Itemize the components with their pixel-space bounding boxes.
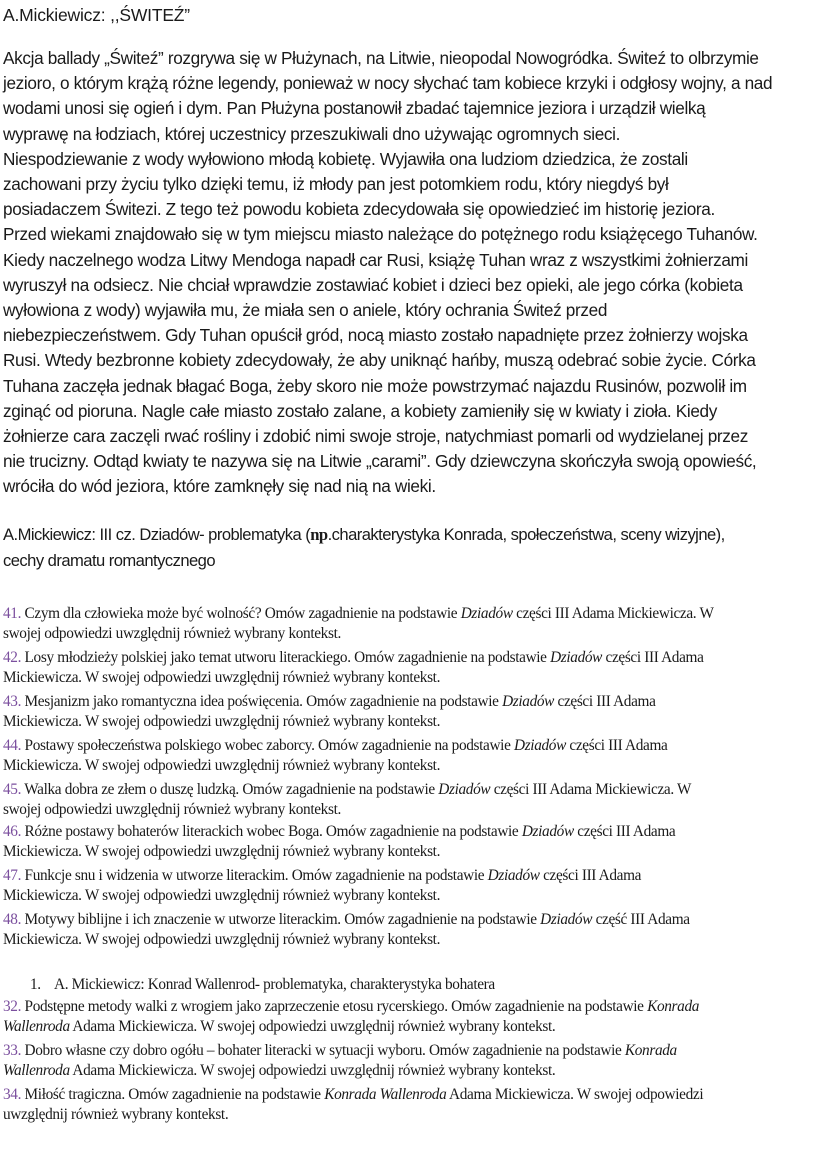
text-segment: Mickiewicza. W swojej odpowiedzi uwzględnij również wybrany kontekst. [3, 887, 441, 904]
section-title-dziady [3, 522, 828, 574]
text-segment: Podstępne metody walki z wrogiem jako zaprzeczenie etosu rycerskiego. Omów zagadnienie na podstawie [21, 998, 648, 1015]
wallenrod-topic-list [3, 997, 828, 1129]
topic-item-44 [3, 736, 828, 776]
text-segment: uwzględnij również wybrany kontekst. [3, 1106, 229, 1123]
text-line: wodami unosi się ogień i dym. Pan Płużyna postanowił zbadać tajemnice jeziora i urządził wielką [3, 98, 706, 119]
text-line: niebezpieczeństwem. Gdy Tuhan opuścił gród, nocą miasto zostało napadnięte przez żołnierzy wojska [3, 325, 748, 346]
text-segment: 43. [3, 693, 22, 710]
text-segment: Dziadów [460, 605, 513, 622]
text-line: Tuhana zaczęła jednak błagać Boga, żeby skoro nie może powstrzymać najazdu Rusinów, pozwolił im [3, 375, 747, 396]
text-segment: Konrada Wallenroda [324, 1086, 447, 1103]
text-segment: Adama Mickiewicza. W swojej odpowiedzi uwzględnij również wybrany kontekst. [69, 1018, 556, 1035]
list-marker: 1. [30, 976, 41, 993]
text-line: wyruszył na odsiecz. Nie chciał wprawdzie zostawiać kobiet i dzieci bez opieki, ale jego córka (kobieta [3, 274, 743, 295]
text-segment: Mickiewicza. W swojej odpowiedzi uwzględnij również wybrany kontekst. [3, 931, 441, 948]
text-segment: Czym dla człowieka może być wolność? Omów zagadnienie na podstawie [21, 605, 461, 622]
text-segment: Mickiewicza. W swojej odpowiedzi uwzględnij również wybrany kontekst. [3, 757, 441, 774]
text-segment: Mickiewicza. W swojej odpowiedzi uwzględnij również wybrany kontekst. [3, 713, 441, 730]
text-line: wróciła do wód jeziora, które zamknęły się nad nią na wieki. [3, 476, 436, 497]
text-segment: Postawy społeczeństwa polskiego wobec zaborcy. Omów zagadnienie na podstawie [21, 737, 514, 754]
topic-item-43 [3, 692, 828, 732]
topic-item-32 [3, 997, 828, 1037]
text-segment: części III Adama [554, 693, 656, 710]
text-segment: części III Adama [573, 823, 676, 840]
text-segment: części III Adama [539, 867, 642, 884]
text-line: Akcja ballady „Świteź” rozgrywa się w Płużynach, na Litwie, nieopodal Nowogródka. Świteź to olbrzymie [3, 48, 759, 68]
text-line: nie trucizny. Odtąd kwiaty te nazywa się na Litwie „carami”. Gdy dziewczyna skończyła swoją opowieść, [3, 451, 757, 472]
text-segment: Adama Mickiewicza. W swojej odpowiedzi uwzględnij również wybrany kontekst. [69, 1062, 556, 1079]
text-line: wyłowiona z wody) wyjawiła mu, że miała sen o aniele, który ochrania Świteź przed [3, 300, 608, 321]
section-title-konrad-wallenrod [30, 975, 495, 995]
text-segment: Dziadów [438, 781, 491, 798]
text-line: Kiedy naczelnego wodza Litwy Mendoga napadł car Rusi, książę Tuhan wraz z wszystkimi żołnierzami [3, 249, 748, 270]
text-segment: Mickiewicza. W swojej odpowiedzi uwzględnij również wybrany kontekst. [3, 669, 441, 686]
text-segment: 41. [3, 605, 22, 622]
topic-item-41 [3, 604, 828, 644]
text-segment: 33. [3, 1042, 22, 1059]
text-segment: swojej odpowiedzi uwzględnij również wybrany kontekst. [3, 801, 341, 818]
text-segment: swojej odpowiedzi uwzględnij również wybrany kontekst. [3, 625, 341, 642]
text-segment: części III Adama [565, 737, 668, 754]
text-segment: cechy dramatu romantycznego [3, 551, 216, 570]
text-segment: Funkcje snu i widzenia w utworze literackim. Omów zagadnienie na podstawie [21, 867, 488, 884]
topic-item-48 [3, 910, 828, 950]
text-segment: Walka dobra ze złem o duszę ludzką. Omów zagadnienie na podstawie [21, 781, 439, 798]
text-line: Niespodziewanie z wody wyłowiono młodą kobietę. Wyjawiła ona ludziom dziedzica, że zostali [3, 148, 688, 169]
text-segment: Wallenroda [3, 1018, 70, 1035]
text-segment: Miłość tragiczna. Omów zagadnienie na podstawie [21, 1086, 325, 1103]
text-line: posiadaczem Świtezi. Z tego też powodu kobieta zdecydowała się opowiedzieć im historię jeziora. [3, 199, 715, 220]
dziady-topic-list [3, 604, 828, 954]
section-title-switez: A.Mickiewicz: ,,ŚWITEŹ” [3, 5, 190, 25]
text-segment: A. Mickiewicz: Konrad Wallenrod- problematyka, charakterystyka bohatera [54, 976, 495, 993]
text-line: zginąć od pioruna. Nagle całe miasto zostało zalane, a kobiety zamieniły się w kwiaty i zioła. Kiedy [3, 400, 717, 421]
text-segment: części III Adama Mickiewicza. W [512, 605, 714, 622]
text-segment: części III Adama [602, 649, 704, 666]
text-segment: część III Adama [592, 911, 690, 928]
topic-item-42 [3, 648, 828, 688]
text-segment: Konrada [647, 998, 700, 1015]
topic-item-33 [3, 1041, 828, 1081]
text-segment: Mesjanizm jako romantyczna idea poświęcenia. Omów zagadnienie na podstawie [21, 693, 503, 710]
text-segment: 46. [3, 823, 22, 840]
text-segment: np [310, 525, 328, 544]
topic-item-47 [3, 866, 828, 906]
text-segment: Dziadów [550, 649, 603, 666]
text-segment: Mickiewicza. W swojej odpowiedzi uwzględnij również wybrany kontekst. [3, 843, 441, 860]
text-segment: .charakterystyka Konrada, społeczeństwa, sceny wizyjne), [327, 525, 725, 544]
text-segment: 34. [3, 1086, 22, 1103]
text-segment: 42. [3, 649, 22, 666]
text-line: żołnierze cara zaczęli rwać rośliny i zdobić nimi swoje stroje, natychmiast pomarli od wydzielanej przez [3, 426, 748, 447]
text-segment: części III Adama Mickiewicza. W [490, 781, 692, 798]
topic-item-46 [3, 822, 828, 862]
text-segment: Losy młodzieży polskiej jako temat utworu literackiego. Omów zagadnienie na podstawie [21, 649, 551, 666]
text-segment: Dziadów [502, 693, 555, 710]
text-segment: A.Mickiewicz: III cz. Dziadów- problematyka ( [3, 525, 311, 544]
topic-item-34 [3, 1085, 828, 1125]
text-segment: Motywy biblijne i ich znaczenie w utworze literackim. Omów zagadnienie na podstawie [21, 911, 541, 928]
text-segment: 48. [3, 911, 22, 928]
text-segment: Dziadów [521, 823, 574, 840]
text-segment: Adama Mickiewicza. W swojej odpowiedzi [446, 1086, 704, 1103]
text-segment: Dziadów [514, 737, 566, 754]
text-line: Rusi. Wtedy bezbronne kobiety zdecydowały, że aby uniknąć hańby, muszą odebrać sobie życie. Córka [3, 350, 756, 371]
text-line: Przed wiekami znajdowało się w tym miejscu miasto należące do potężnego rodu książęcego Tuhanów. [3, 224, 758, 245]
topic-item-45 [3, 780, 828, 820]
text-segment: Konrada [624, 1042, 677, 1059]
text-segment: Dziadów [540, 911, 593, 928]
text-segment: 45. [3, 781, 22, 798]
text-segment: 47. [3, 867, 22, 884]
text-line: zachowani przy życiu tylko dzięki temu, iż młody pan jest potomkiem rodu, który niegdyś był [3, 174, 669, 195]
text-segment: 44. [3, 737, 22, 754]
text-segment: 32. [3, 998, 22, 1015]
text-line: jezioro, o którym krążą różne legendy, ponieważ w nocy słychać tam kobiece krzyki i odgłosy wojny, a nad [3, 73, 773, 94]
text-segment: Różne postawy bohaterów literackich wobec Boga. Omów zagadnienie na podstawie [21, 823, 522, 840]
text-segment: Dziadów [487, 867, 540, 884]
text-segment: Wallenroda [3, 1062, 70, 1079]
switez-summary-paragraph [3, 46, 828, 500]
text-segment: Dobro własne czy dobro ogółu – bohater literacki w sytuacji wyboru. Omów zagadnienie na podstawie [21, 1042, 625, 1059]
text-line: wyprawę na łodziach, której uczestnicy przeszukiwali dno używając ogromnych sieci. [3, 123, 621, 144]
